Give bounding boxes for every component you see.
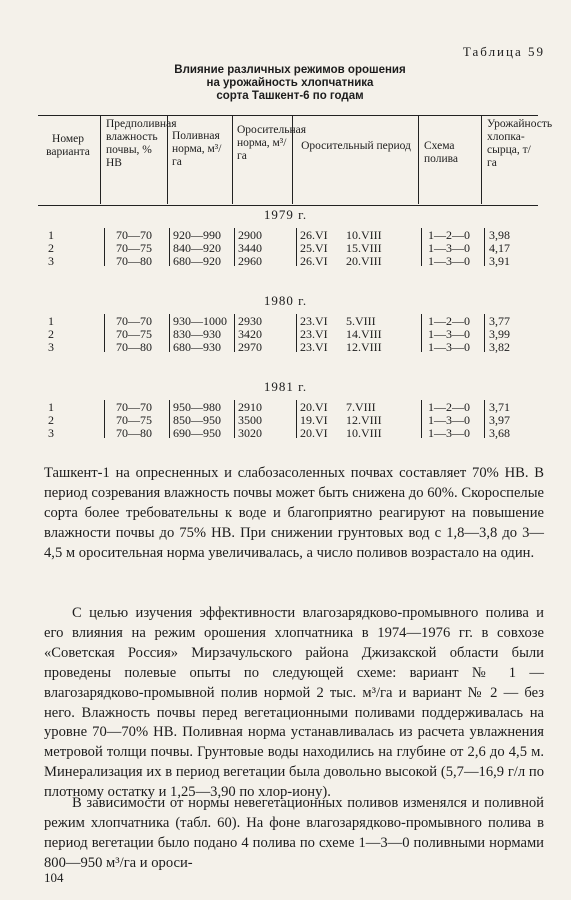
column-bracket — [169, 228, 170, 266]
cell-start: 25.VI — [300, 241, 328, 255]
cell-moisture: 70—80 — [116, 254, 152, 268]
cell-yield: 3,71 — [489, 400, 510, 414]
header-irrigation-total: Оросительная норма, м³/га — [237, 124, 307, 162]
year-heading: 1979 г. — [263, 207, 308, 222]
cell-norm: 850—950 — [173, 413, 221, 427]
column-bracket — [104, 228, 105, 266]
cell-total: 3440 — [238, 241, 262, 255]
cell-end: 10.VIII — [346, 228, 382, 242]
column-bracket — [234, 314, 235, 352]
cell-moisture: 70—80 — [116, 340, 152, 354]
header-variant: Номер варианта — [46, 133, 90, 158]
page-number: 104 — [44, 870, 64, 885]
column-bracket — [296, 228, 297, 266]
cell-start: 19.VI — [300, 413, 328, 427]
column-bracket — [484, 314, 485, 352]
cell-variant: 3 — [48, 340, 54, 354]
table-title-line: Влияние различных режимов орошения — [174, 64, 406, 76]
cell-end: 12.VIII — [346, 340, 382, 354]
header-divider — [232, 116, 233, 204]
column-bracket — [421, 228, 422, 266]
table-title-line: сорта Ташкент-6 по годам — [216, 90, 364, 102]
header-scheme: Схема полива — [424, 140, 459, 165]
cell-moisture: 70—70 — [116, 228, 152, 242]
cell-variant: 1 — [48, 400, 54, 414]
cell-moisture: 70—80 — [116, 426, 152, 440]
cell-end: 20.VIII — [346, 254, 382, 268]
cell-yield: 4,17 — [489, 241, 510, 255]
cell-moisture: 70—70 — [116, 314, 152, 328]
cell-norm: 840—920 — [173, 241, 221, 255]
cell-yield: 3,82 — [489, 340, 510, 354]
cell-total: 2970 — [238, 340, 262, 354]
cell-start: 23.VI — [300, 314, 328, 328]
table-number: Таблица 59 — [462, 44, 545, 59]
cell-start: 26.VI — [300, 228, 328, 242]
column-bracket — [484, 400, 485, 438]
header-moisture: Предполивная влажность почвы, % НВ — [106, 118, 177, 169]
body-paragraph: С целью изучения эффективности влагозарядково-промывного полива и его влияния на режим орошения хлопчатника в 1974—1976 гг. в совхозе «Советская Россия» Мирзачульского района Джизакской области были проведены полевые опыты по следующей схеме: вариант № 1 — влагозарядково-промывной полив нормой 2 тыс. м³/га и вариант № 2 — без него. Влажность почвы перед вегетационными поливами поддерживалась на уровне 70—70% НВ. Поливная норма устанавливалась из расчета увлажнения метровой толщи почвы. Грунтовые воды находились на глубине от 2,6 до 4,5 м. Минерализация их в период вегетации была довольно высокой (5,7—16,9 г/л по плотному остатку и 1,25—3,90 по хлор-иону). — [44, 605, 544, 801]
cell-scheme: 1—3—0 — [428, 254, 470, 268]
header-irrigation-norm: Поливная норма, м³/га — [172, 130, 222, 168]
cell-start: 23.VI — [300, 327, 328, 341]
cell-scheme: 1—3—0 — [428, 426, 470, 440]
cell-scheme: 1—3—0 — [428, 241, 470, 255]
cell-start: 26.VI — [300, 254, 328, 268]
cell-end: 12.VIII — [346, 413, 382, 427]
cell-yield: 3,98 — [489, 228, 510, 242]
cell-end: 7.VIII — [346, 400, 376, 414]
header-divider — [418, 116, 419, 204]
cell-variant: 2 — [48, 241, 54, 255]
column-bracket — [296, 400, 297, 438]
column-bracket — [104, 400, 105, 438]
cell-end: 10.VIII — [346, 426, 382, 440]
table-title — [120, 64, 460, 103]
cell-scheme: 1—2—0 — [428, 400, 470, 414]
header-yield: Урожайность хлопка-сырца, т/га — [487, 118, 553, 169]
year-heading: 1981 г. — [263, 379, 308, 394]
cell-norm: 690—950 — [173, 426, 221, 440]
cell-norm: 930—1000 — [173, 314, 227, 328]
cell-scheme: 1—3—0 — [428, 340, 470, 354]
cell-moisture: 70—75 — [116, 241, 152, 255]
cell-total: 3020 — [238, 426, 262, 440]
table-top-rule — [38, 115, 538, 116]
cell-total: 3420 — [238, 327, 262, 341]
cell-yield: 3,97 — [489, 413, 510, 427]
cell-variant: 3 — [48, 254, 54, 268]
cell-end: 5.VIII — [346, 314, 376, 328]
cell-yield: 3,99 — [489, 327, 510, 341]
cell-norm: 950—980 — [173, 400, 221, 414]
cell-scheme: 1—2—0 — [428, 228, 470, 242]
year-heading: 1980 г. — [263, 293, 308, 308]
cell-norm: 920—990 — [173, 228, 221, 242]
cell-yield: 3,77 — [489, 314, 510, 328]
column-bracket — [234, 228, 235, 266]
cell-moisture: 70—75 — [116, 327, 152, 341]
cell-total: 3500 — [238, 413, 262, 427]
cell-total: 2930 — [238, 314, 262, 328]
body-paragraph: Ташкент-1 на опресненных и слабозасоленных почвах составляет 70% НВ. В период созревания влажность почвы может быть снижена до 60%. Скороспелые сорта более требовательны к воде и благоприятно реагируют на повышение влажности почвы до 75% НВ. При снижении грунтовых вод с 1,8—3,8 до 3—4,5 м оросительная норма увеличивалась, а число поливов возрастало на один. — [44, 465, 544, 561]
column-bracket — [484, 228, 485, 266]
cell-total: 2900 — [238, 228, 262, 242]
table-title-line: на урожайность хлопчатника — [206, 77, 374, 89]
cell-yield: 3,68 — [489, 426, 510, 440]
cell-norm: 680—920 — [173, 254, 221, 268]
cell-moisture: 70—70 — [116, 400, 152, 414]
header-divider — [100, 116, 101, 204]
column-bracket — [296, 314, 297, 352]
cell-variant: 1 — [48, 314, 54, 328]
cell-start: 20.VI — [300, 426, 328, 440]
cell-start: 23.VI — [300, 340, 328, 354]
column-bracket — [421, 400, 422, 438]
cell-variant: 1 — [48, 228, 54, 242]
cell-variant: 2 — [48, 413, 54, 427]
cell-total: 2960 — [238, 254, 262, 268]
header-period: Оросительный период — [301, 140, 411, 152]
cell-yield: 3,91 — [489, 254, 510, 268]
cell-scheme: 1—2—0 — [428, 314, 470, 328]
cell-start: 20.VI — [300, 400, 328, 414]
cell-scheme: 1—3—0 — [428, 413, 470, 427]
cell-variant: 2 — [48, 327, 54, 341]
cell-norm: 680—930 — [173, 340, 221, 354]
header-divider — [481, 116, 482, 204]
cell-variant: 3 — [48, 426, 54, 440]
cell-end: 15.VIII — [346, 241, 382, 255]
column-bracket — [169, 314, 170, 352]
column-bracket — [234, 400, 235, 438]
cell-end: 14.VIII — [346, 327, 382, 341]
column-bracket — [421, 314, 422, 352]
cell-moisture: 70—75 — [116, 413, 152, 427]
column-bracket — [104, 314, 105, 352]
cell-scheme: 1—3—0 — [428, 327, 470, 341]
body-paragraph: В зависимости от нормы невегетационных поливов изменялся и поливной режим хлопчатника (табл. 60). На фоне влагозарядково-промывного полива в период вегетации было подано 4 полива по схеме 1—3—0 поливными нормами 800—950 м³/га и ороси- — [44, 795, 544, 871]
cell-norm: 830—930 — [173, 327, 221, 341]
cell-total: 2910 — [238, 400, 262, 414]
column-bracket — [169, 400, 170, 438]
